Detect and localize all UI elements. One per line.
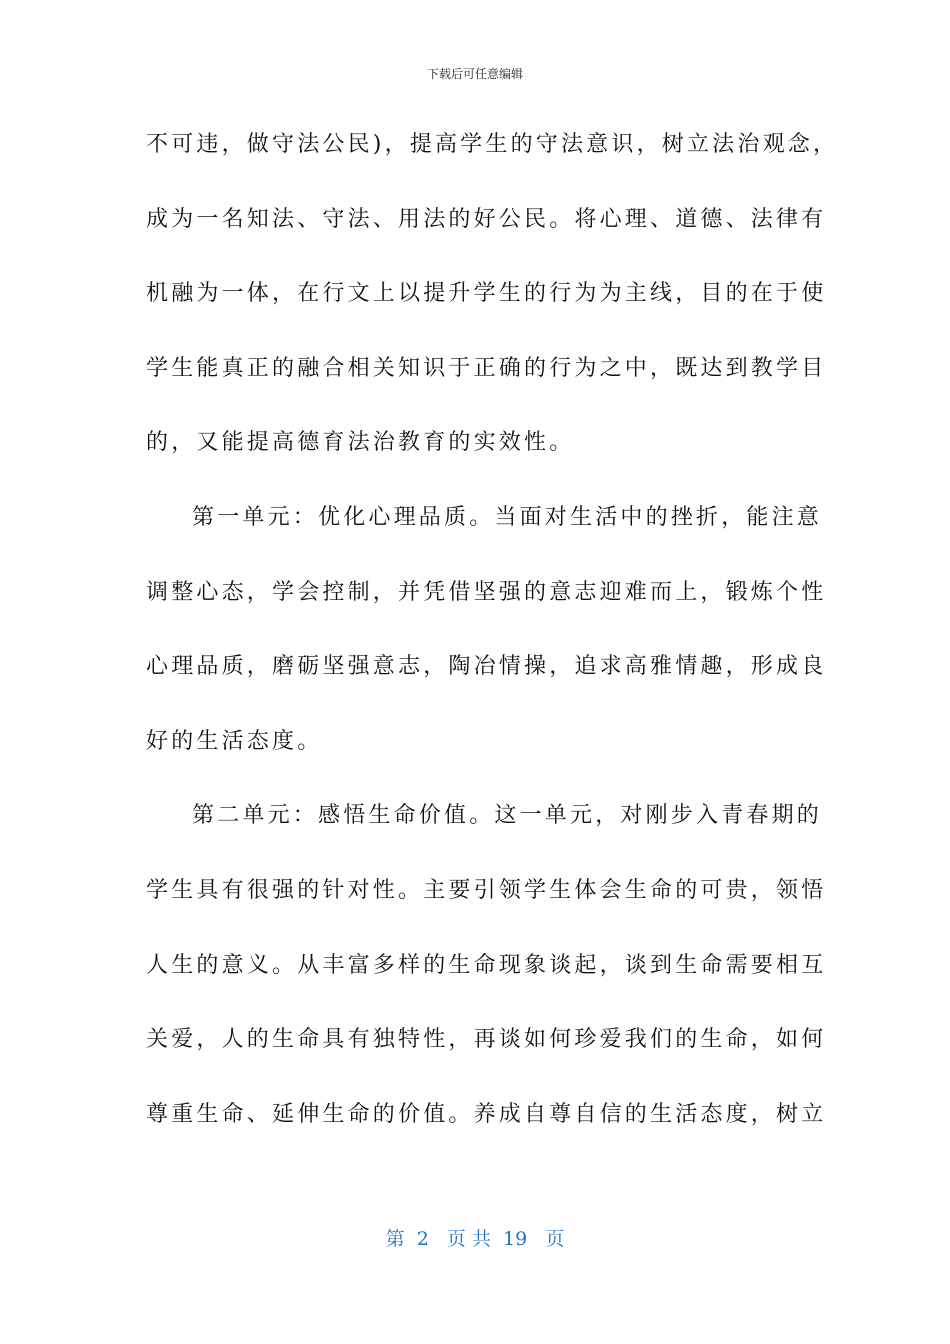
document-body xyxy=(146,115,839,1159)
text-line: 机融为一体，在行文上以提升学生的行为为主线，目的在于使 xyxy=(146,281,827,307)
text-line: 心理品质，磨砺坚强意志，陶冶情操，追求高雅情趣，形成良 xyxy=(146,654,827,680)
page-number-footer: 第 2 页 共 19 页 xyxy=(385,1228,565,1250)
text-line: 好的生活态度。 xyxy=(146,728,323,754)
text-line: 学生具有很强的针对性。主要引领学生体会生命的可贵，领悟 xyxy=(146,877,827,903)
text-line: 学生能真正的融合相关知识于正确的行为之中，既达到教学目 xyxy=(146,355,827,381)
text-line: 不可违，做守法公民)，提高学生的守法意识，树立法治观念， xyxy=(146,132,839,157)
text-line: 的，又能提高德育法治教育的实效性。 xyxy=(146,430,575,456)
paragraph-start-line: 第一单元：优化心理品质。当面对生活中的挫折，能注意 xyxy=(192,504,823,530)
paragraph-start-line: 第二单元：感悟生命价值。这一单元，对刚步入青春期的 xyxy=(192,803,823,829)
page-header: 下载后可任意编辑 xyxy=(426,67,523,81)
text-line: 人生的意义。从丰富多样的生命现象谈起，谈到生命需要相互 xyxy=(146,952,827,978)
text-line: 尊重生命、延伸生命的价值。养成自尊自信的生活态度，树立 xyxy=(146,1101,827,1127)
text-line: 关爱，人的生命具有独特性，再谈如何珍爱我们的生命，如何 xyxy=(146,1027,827,1053)
text-line: 成为一名知法、守法、用法的好公民。将心理、道德、法律有 xyxy=(146,206,827,232)
text-line: 调整心态，学会控制，并凭借坚强的意志迎难而上，锻炼个性 xyxy=(146,579,827,605)
